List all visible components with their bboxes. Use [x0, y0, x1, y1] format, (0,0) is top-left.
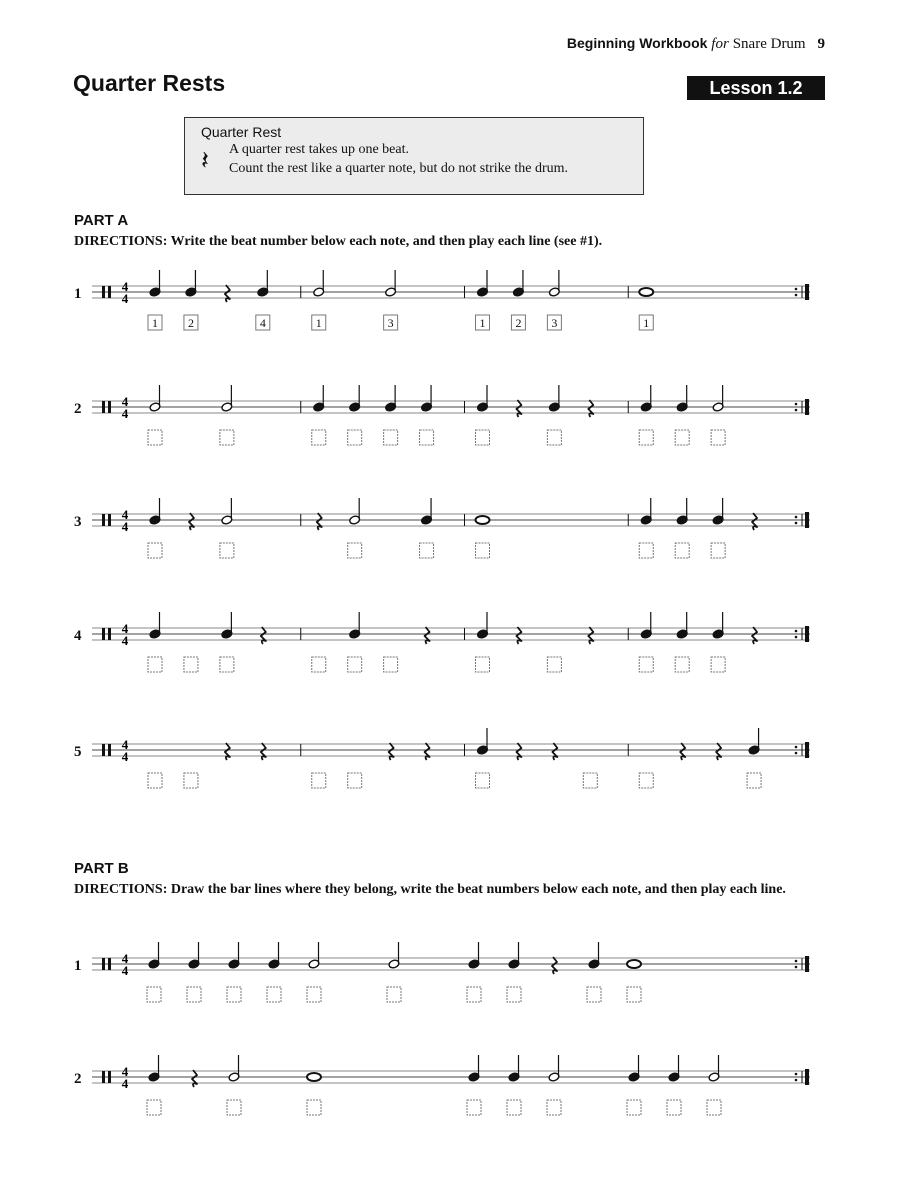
- beat-number-box: [348, 543, 362, 558]
- beat-number-box: [476, 430, 490, 445]
- repeat-dot: [795, 960, 798, 963]
- quarter-rest: [516, 743, 521, 760]
- time-signature-bottom: 4: [121, 291, 129, 306]
- info-line-2: Count the rest like a quarter note, but do not strike the drum.: [229, 161, 569, 176]
- exercise-b-2: [70, 1055, 830, 1155]
- beat-number-box: [507, 1100, 521, 1115]
- beat-number: 4: [259, 316, 266, 330]
- exercise-number: 5: [74, 744, 82, 760]
- beat-number: 2: [515, 316, 522, 330]
- exercise-a-4: [70, 612, 830, 712]
- beat-number-box: [312, 430, 326, 445]
- quarter-rest: [552, 957, 557, 974]
- exercise-number: 1: [74, 958, 82, 974]
- lesson-badge: Lesson 1.2: [687, 76, 825, 100]
- repeat-dot: [795, 288, 798, 291]
- beat-number-box: [220, 430, 234, 445]
- final-barline-thick: [805, 1069, 809, 1085]
- time-signature-bottom: 4: [121, 749, 129, 764]
- time-signature-top: 4: [121, 1064, 129, 1079]
- part-a-heading: PART A: [74, 212, 129, 229]
- beat-number-box: [348, 657, 362, 672]
- beat-number-box: [747, 773, 761, 788]
- percussion-clef-icon: [102, 1071, 105, 1083]
- music-staff: [92, 942, 810, 1006]
- header-for: for: [711, 36, 729, 52]
- percussion-clef-icon: [102, 958, 105, 970]
- info-line-1: A quarter rest takes up one beat.: [229, 142, 409, 157]
- quarter-rest: [588, 400, 593, 417]
- beat-number-box: [267, 987, 281, 1002]
- header-instrument: Snare Drum: [732, 36, 806, 52]
- final-barline-thick: [805, 956, 809, 972]
- book-title: Beginning Workbook: [566, 35, 708, 51]
- beat-number: 3: [551, 316, 558, 330]
- quarter-rest: [425, 627, 430, 644]
- page-title: Quarter Rests: [73, 70, 226, 96]
- final-barline-thick: [805, 626, 809, 642]
- beat-number: 2: [187, 316, 194, 330]
- quarter-rest: [189, 513, 194, 530]
- part-b-directions: DIRECTIONS: Draw the bar lines where they belong, write the beat numbers below each note, and then play each line.: [74, 882, 786, 897]
- beat-number-box: [627, 987, 641, 1002]
- final-barline-thick: [805, 399, 809, 415]
- beat-number: 3: [387, 316, 394, 330]
- page-header: [567, 35, 825, 53]
- beat-number-box: [476, 773, 490, 788]
- repeat-dot: [795, 1073, 798, 1076]
- quarter-rest-icon: 𝄽: [201, 146, 209, 175]
- beat-number-box: [307, 987, 321, 1002]
- time-signature-bottom: 4: [121, 963, 129, 978]
- beat-number: 1: [315, 316, 322, 330]
- quarter-rest: [192, 1070, 197, 1087]
- repeat-dot: [795, 636, 798, 639]
- music-staff: [92, 612, 810, 676]
- beat-number-box: [547, 1100, 561, 1115]
- quarter-rest: [225, 743, 230, 760]
- time-signature-top: 4: [121, 737, 129, 752]
- quarter-rest: [588, 627, 593, 644]
- beat-number-box: [467, 1100, 481, 1115]
- repeat-dot: [795, 752, 798, 755]
- time-signature-top: 4: [121, 394, 129, 409]
- percussion-clef-icon: [108, 628, 111, 640]
- beat-number-box: [675, 657, 689, 672]
- exercise-number: 1: [74, 286, 82, 302]
- beat-number-box: [187, 987, 201, 1002]
- exercise-a-5: [70, 728, 830, 828]
- beat-number-box: [627, 1100, 641, 1115]
- repeat-dot: [795, 522, 798, 525]
- whole-note: [307, 1073, 321, 1081]
- beat-number-box: [711, 543, 725, 558]
- percussion-clef-icon: [108, 1071, 111, 1083]
- beat-number-box: [312, 657, 326, 672]
- beat-number: 1: [479, 316, 486, 330]
- repeat-dot: [795, 403, 798, 406]
- quarter-rest: [225, 285, 230, 302]
- quarter-rest: [680, 743, 685, 760]
- quarter-rest: [752, 627, 757, 644]
- part-b-heading: PART B: [74, 860, 129, 877]
- beat-number-box: [307, 1100, 321, 1115]
- repeat-dot: [795, 294, 798, 297]
- quarter-rest: [552, 743, 557, 760]
- time-signature-top: 4: [121, 507, 129, 522]
- music-staff: [92, 498, 810, 562]
- percussion-clef-icon: [102, 628, 105, 640]
- beat-number-box: [387, 987, 401, 1002]
- music-staff: [92, 728, 810, 792]
- music-staff: [92, 270, 810, 334]
- music-staff: [92, 1055, 810, 1119]
- time-signature-bottom: 4: [121, 406, 129, 421]
- beat-number-box: [227, 1100, 241, 1115]
- beat-number-box: [348, 430, 362, 445]
- beat-number-box: [384, 657, 398, 672]
- percussion-clef-icon: [108, 744, 111, 756]
- exercise-number: 2: [74, 1071, 82, 1087]
- percussion-clef-icon: [108, 401, 111, 413]
- time-signature-top: 4: [121, 951, 129, 966]
- whole-note: [627, 960, 641, 968]
- percussion-clef-icon: [102, 514, 105, 526]
- beat-number-box: [675, 543, 689, 558]
- whole-note: [476, 516, 490, 524]
- beat-number-box: [707, 1100, 721, 1115]
- exercise-a-1: [70, 270, 830, 370]
- beat-number-box: [147, 987, 161, 1002]
- final-barline-thick: [805, 742, 809, 758]
- quarter-rest: [261, 627, 266, 644]
- quarter-rest: [752, 513, 757, 530]
- whole-note: [639, 288, 653, 296]
- page-number: 9: [817, 36, 825, 52]
- beat-number-box: [667, 1100, 681, 1115]
- percussion-clef-icon: [108, 514, 111, 526]
- beat-number-box: [348, 773, 362, 788]
- time-signature-bottom: 4: [121, 633, 129, 648]
- final-barline-thick: [805, 284, 809, 300]
- final-barline-thick: [805, 512, 809, 528]
- beat-number-box: [148, 543, 162, 558]
- beat-number-box: [675, 430, 689, 445]
- exercise-a-3: [70, 498, 830, 598]
- exercise-a-2: [70, 385, 830, 485]
- beat-number-box: [148, 773, 162, 788]
- quarter-rest: [389, 743, 394, 760]
- beat-number-box: [639, 773, 653, 788]
- beat-number-box: [711, 657, 725, 672]
- repeat-dot: [795, 516, 798, 519]
- beat-number-box: [547, 430, 561, 445]
- percussion-clef-icon: [108, 286, 111, 298]
- quarter-rest: [716, 743, 721, 760]
- beat-number-box: [639, 657, 653, 672]
- beat-number-box: [711, 430, 725, 445]
- beat-number-box: [220, 543, 234, 558]
- percussion-clef-icon: [108, 958, 111, 970]
- exercise-number: 2: [74, 401, 82, 417]
- beat-number-box: [547, 657, 561, 672]
- repeat-dot: [795, 409, 798, 412]
- music-staff: [92, 385, 810, 449]
- quarter-rest: [317, 513, 322, 530]
- quarter-rest: [516, 627, 521, 644]
- part-a-directions: DIRECTIONS: Write the beat number below each note, and then play each line (see #1).: [74, 234, 603, 249]
- beat-number-box: [507, 987, 521, 1002]
- time-signature-top: 4: [121, 621, 129, 636]
- beat-number-box: [220, 657, 234, 672]
- beat-number-box: [147, 1100, 161, 1115]
- beat-number-box: [467, 987, 481, 1002]
- beat-number-box: [420, 430, 434, 445]
- exercise-number: 4: [74, 628, 82, 644]
- percussion-clef-icon: [102, 401, 105, 413]
- info-box: [184, 117, 644, 195]
- beat-number: 1: [643, 316, 650, 330]
- time-signature-bottom: 4: [121, 1076, 129, 1091]
- beat-number-box: [583, 773, 597, 788]
- percussion-clef-icon: [102, 744, 105, 756]
- repeat-dot: [795, 630, 798, 633]
- beat-number-box: [312, 773, 326, 788]
- repeat-dot: [795, 1079, 798, 1082]
- beat-number: 1: [152, 316, 158, 330]
- percussion-clef-icon: [102, 286, 105, 298]
- beat-number-box: [148, 657, 162, 672]
- beat-number-box: [420, 543, 434, 558]
- quarter-rest: [516, 400, 521, 417]
- quarter-rest: [261, 743, 266, 760]
- beat-number-box: [476, 657, 490, 672]
- exercise-b-1: [70, 942, 830, 1042]
- beat-number-box: [587, 987, 601, 1002]
- beat-number-box: [148, 430, 162, 445]
- beat-number-box: [639, 543, 653, 558]
- exercise-number: 3: [74, 514, 82, 530]
- beat-number-box: [184, 657, 198, 672]
- repeat-dot: [795, 966, 798, 969]
- beat-number-box: [639, 430, 653, 445]
- beat-number-box: [227, 987, 241, 1002]
- beat-number-box: [384, 430, 398, 445]
- time-signature-bottom: 4: [121, 519, 129, 534]
- repeat-dot: [795, 746, 798, 749]
- beat-number-box: [184, 773, 198, 788]
- info-box-title: Quarter Rest: [201, 124, 282, 140]
- beat-number-box: [476, 543, 490, 558]
- time-signature-top: 4: [121, 279, 129, 294]
- quarter-rest: [425, 743, 430, 760]
